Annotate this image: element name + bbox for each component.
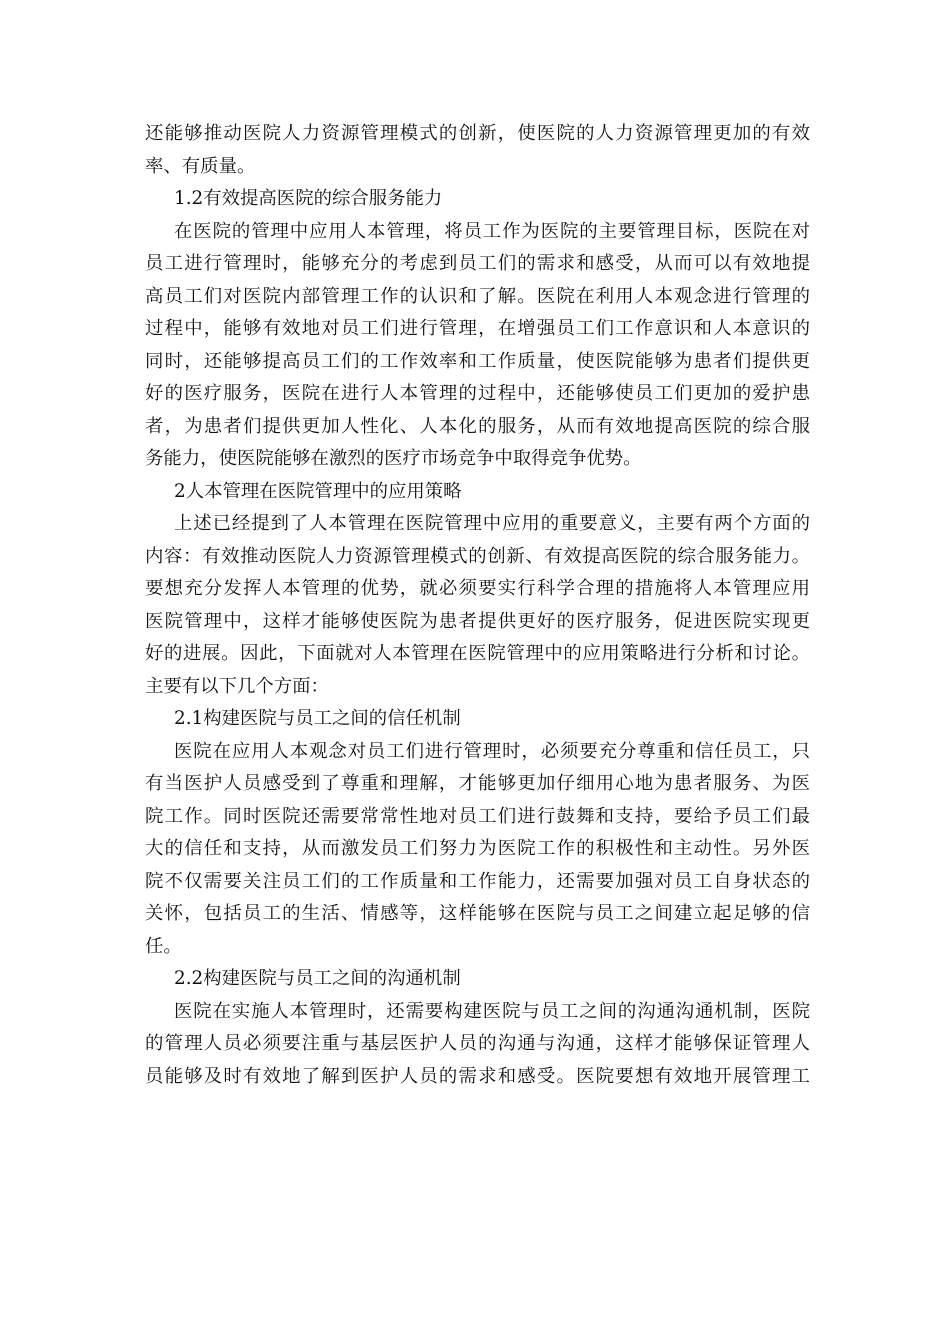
body-line: 医院管理中，这样才能够使医院为患者提供更好的医疗服务，促进医院实现更 [145, 610, 810, 632]
section-heading: 2人本管理在医院管理中的应用策略 [174, 480, 462, 502]
document-body [145, 118, 810, 1093]
section-heading: 2.2构建医院与员工之间的沟通机制 [174, 968, 461, 989]
body-line: 内容：有效推动医院人力资源管理模式的创新、有效提高医院的综合服务能力。 [145, 545, 810, 567]
body-line: 大的信任和支持，从而激发员工们努力为医院工作的积极性和主动性。另外医 [145, 838, 810, 859]
body-line: 好的医疗服务，医院在进行人本管理的过程中，还能够使员工们更加的爱护患 [145, 383, 810, 404]
body-line: 员能够及时有效地了解到医护人员的需求和感受。医院要想有效地开展管理工 [145, 1065, 810, 1087]
body-line: 关怀，包括员工的生活、情感等，这样能够在医院与员工之间建立起足够的信 [145, 903, 810, 924]
paragraph-first-line: 上述已经提到了人本管理在医院管理中应用的重要意义，主要有两个方面的 [174, 513, 810, 534]
body-line: 要想充分发挥人本管理的优势，就必须要实行科学合理的措施将人本管理应用 [145, 578, 810, 599]
body-line: 务能力，使医院能够在激烈的医疗市场竞争中取得竞争优势。 [145, 448, 642, 469]
body-line: 高员工们对医院内部管理工作的认识和了解。医院在利用人本观念进行管理的 [145, 285, 810, 307]
body-line: 率、有质量。 [145, 155, 256, 177]
section-heading: 2.1构建医院与员工之间的信任机制 [174, 708, 461, 729]
body-line: 过程中，能够有效地对员工们进行管理，在增强员工们工作意识和人本意识的 [145, 318, 810, 339]
paragraph-first-line: 在医院的管理中应用人本管理，将员工作为医院的主要管理目标，医院在对 [174, 220, 810, 242]
body-line: 同时，还能够提高员工们的工作效率和工作质量，使医院能够为患者们提供更 [145, 350, 810, 372]
body-line: 主要有以下几个方面： [145, 675, 329, 697]
body-line: 的管理人员必须要注重与基层医护人员的沟通与沟通，这样才能够保证管理人 [145, 1033, 810, 1054]
body-line: 员工进行管理时，能够充分的考虑到员工们的需求和感受，从而可以有效地提 [145, 253, 810, 274]
body-line: 院不仅需要关注员工们的工作质量和工作能力，还需要加强对员工自身状态的 [145, 870, 810, 892]
body-line: 院工作。同时医院还需要常常性地对员工们进行鼓舞和支持，要给予员工们最 [145, 805, 810, 827]
section-heading: 1.2有效提高医院的综合服务能力 [174, 188, 443, 209]
body-line: 任。 [145, 935, 182, 957]
body-line: 还能够推动医院人力资源管理模式的创新，使医院的人力资源管理更加的有效 [145, 123, 810, 144]
body-line: 好的进展。因此，下面就对人本管理在医院管理中的应用策略进行分析和讨论。 [145, 643, 810, 664]
paragraph-first-line: 医院在应用人本观念对员工们进行管理时，必须要充分尊重和信任员工，只 [174, 740, 810, 762]
body-line: 有当医护人员感受到了尊重和理解，才能够更加仔细用心地为患者服务、为医 [145, 773, 810, 794]
body-line: 者，为患者们提供更加人性化、人本化的服务，从而有效地提高医院的综合服 [145, 415, 810, 437]
paragraph-first-line: 医院在实施人本管理时，还需要构建医院与员工之间的沟通沟通机制，医院 [174, 1000, 810, 1022]
